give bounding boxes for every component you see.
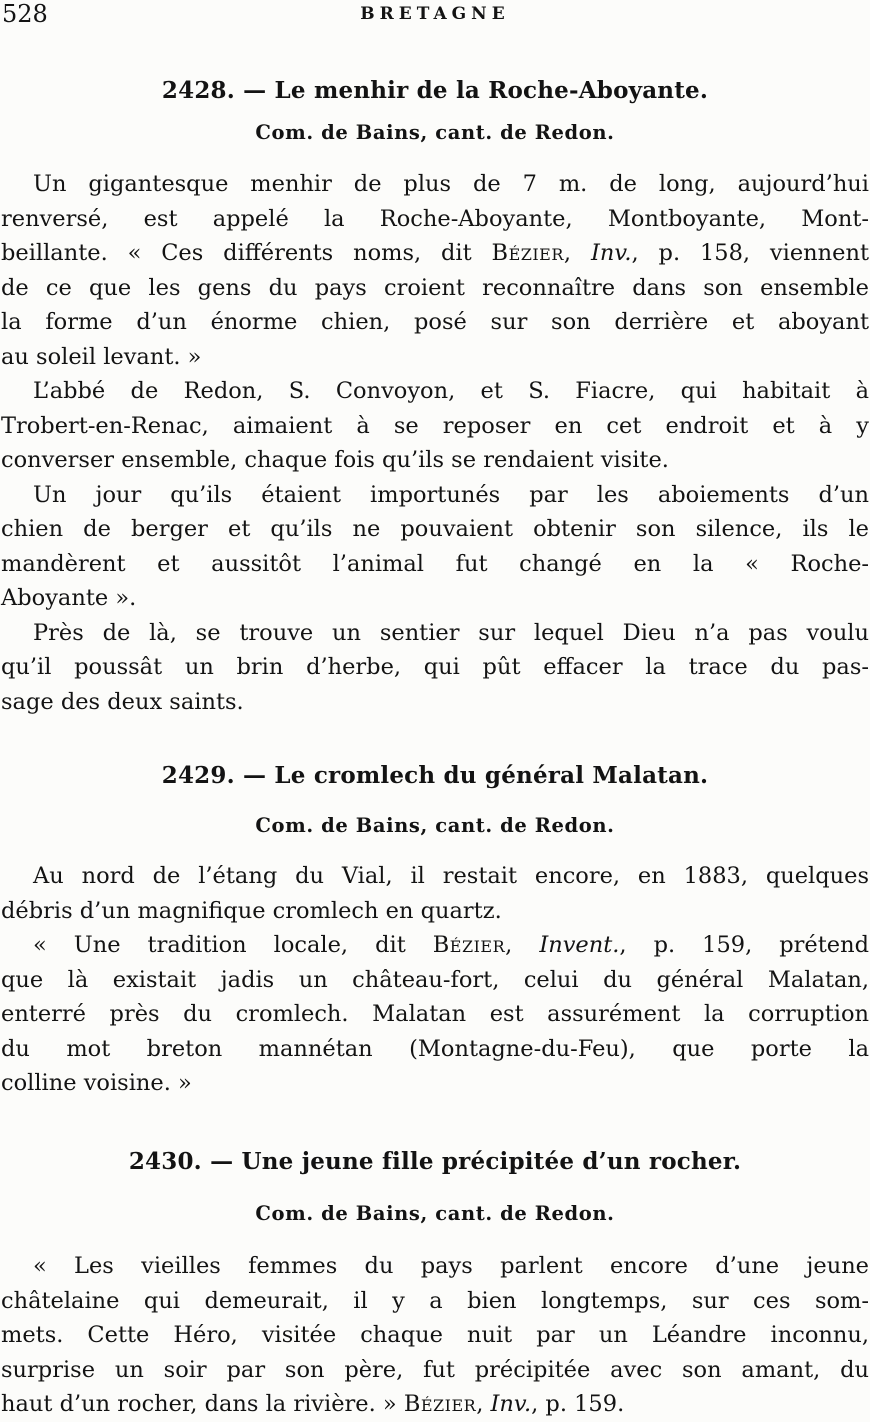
text-line (1, 409, 869, 444)
section-body-2429 (1, 859, 869, 1101)
text-segment: Près de là, se trouve un sentier sur lequel Dieu n’a pas voulu (33, 619, 869, 646)
text-segment: , (476, 1391, 491, 1417)
text-line (1, 167, 869, 202)
text-line (1, 1249, 869, 1284)
text-segment: au soleil levant. » (1, 343, 202, 370)
text-line (1, 581, 869, 616)
text-segment: , (563, 240, 591, 266)
text-segment: , (505, 932, 540, 958)
section-body-2428 (1, 167, 869, 719)
text-segment: Aboyante ». (1, 585, 137, 611)
text-segment: Un jour qu’ils étaient importunés par les aboiements d’un (33, 481, 869, 508)
section-heading-2429: 2429. — Le cromlech du général Malatan. (161, 762, 709, 789)
smallcaps-text-segment: Bézier (432, 932, 506, 958)
text-segment: converser ensemble, chaque fois qu’ils se rendaient visite. (1, 447, 669, 473)
text-segment: Un gigantesque menhir de plus de 7 m. de long, aujourd’hui (33, 171, 869, 197)
section-subheading-2430: Com. de Bains, cant. de Redon. (255, 1202, 615, 1225)
text-segment: mets. Cette Héro, visitée chaque nuit par un Léandre inconnu, (1, 1322, 869, 1348)
text-segment: « Une tradition locale, dit (33, 932, 433, 958)
text-segment: châtelaine qui demeurait, il y a bien longtemps, sur ces som- (1, 1287, 869, 1314)
section-subheading-2429: Com. de Bains, cant. de Redon. (255, 814, 615, 837)
text-line (1, 1353, 869, 1388)
text-segment: débris d’un magnifique cromlech en quartz. (1, 897, 502, 924)
text-segment: Au nord de l’étang du Vial, il restait encore, en 1883, quelques (33, 863, 869, 889)
text-segment: du mot breton mannétan (Montagne-du-Feu), que porte la (1, 1035, 869, 1062)
text-line (1, 859, 869, 894)
text-segment: « Les vieilles femmes du pays parlent encore d’une jeune (33, 1253, 869, 1279)
text-line (1, 443, 869, 478)
text-segment: colline voisine. » (1, 1070, 192, 1096)
italic-text-segment: Invent. (539, 932, 620, 958)
text-segment: , p. 159, prétend (619, 932, 869, 958)
text-line (1, 1066, 869, 1101)
text-line (1, 963, 869, 998)
smallcaps-text-segment: Bézier (491, 240, 564, 266)
text-line (1, 1284, 869, 1319)
text-segment: la forme d’un énorme chien, posé sur son derrière et aboyant (1, 309, 869, 335)
text-line (1, 478, 869, 513)
text-segment: chien de berger et qu’ils ne pouvaient obtenir son silence, ils le (1, 516, 869, 542)
text-segment: qu’il poussât un brin d’herbe, qui pût effacer la trace du pas- (1, 654, 869, 680)
text-segment: surprise un soir par son père, fut précipitée avec son amant, du (1, 1356, 869, 1383)
text-segment: enterré près du cromlech. Malatan est assurément la corruption (1, 1001, 869, 1027)
running-title: BRETAGNE (360, 4, 510, 24)
page-number: 528 (2, 0, 48, 28)
text-line (1, 685, 869, 720)
text-line (1, 305, 869, 340)
text-line (1, 512, 869, 547)
text-segment: Trobert-en-Renac, aimaient à se reposer en cet endroit et à y (1, 412, 869, 439)
italic-text-segment: Inv. (490, 1391, 532, 1417)
text-segment: de ce que les gens du pays croient reconnaître dans son ensemble (1, 274, 869, 301)
text-segment: sage des deux saints. (1, 688, 244, 715)
text-line (1, 374, 869, 409)
text-line (1, 1387, 869, 1422)
text-line (1, 547, 869, 582)
text-segment: mandèrent et aussitôt l’animal fut changé en la « Roche- (1, 550, 869, 577)
text-line (1, 1318, 869, 1353)
text-segment: renversé, est appelé la Roche-Aboyante, Montboyante, Mont- (1, 205, 869, 232)
section-heading-2428: 2428. — Le menhir de la Roche-Aboyante. (161, 77, 709, 104)
text-line (1, 340, 869, 375)
text-line (1, 202, 869, 237)
text-line (1, 236, 869, 271)
text-segment: L’abbé de Redon, S. Convoyon, et S. Fiacre, qui habitait à (33, 378, 869, 404)
section-body-2430 (1, 1249, 869, 1422)
text-segment: haut d’un rocher, dans la rivière. » (1, 1391, 404, 1417)
text-line (1, 928, 869, 963)
section-subheading-2428: Com. de Bains, cant. de Redon. (255, 121, 615, 144)
text-line (1, 894, 869, 929)
italic-text-segment: Inv. (590, 240, 632, 266)
text-line (1, 997, 869, 1032)
text-line (1, 1032, 869, 1067)
section-heading-2430: 2430. — Une jeune fille précipitée d’un rocher. (128, 1148, 742, 1175)
text-segment: , p. 158, viennent (631, 240, 869, 266)
text-line (1, 616, 869, 651)
text-segment: , p. 159. (531, 1391, 625, 1417)
text-line (1, 650, 869, 685)
smallcaps-text-segment: Bézier (403, 1391, 477, 1417)
text-line (1, 271, 869, 306)
text-segment: que là existait jadis un château-fort, celui du général Malatan, (1, 966, 869, 993)
text-segment: beillante. « Ces différents noms, dit (1, 240, 492, 266)
